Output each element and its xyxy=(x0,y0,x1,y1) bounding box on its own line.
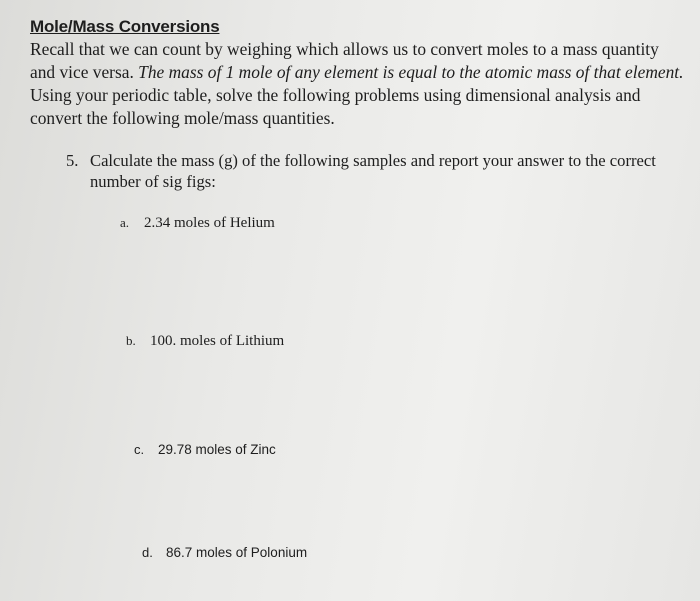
intro-text-part-1: Recall that we can count by weighing which allows us to convert moles to a mass quantity and vice versa. xyxy=(30,39,659,82)
page-title: Mole/Mass Conversions xyxy=(30,17,220,36)
item-text: 86.7 moles of Polonium xyxy=(166,545,308,560)
intro-emphasis: The mass of 1 mole of any element is equal to the atomic mass of that element. xyxy=(138,62,684,82)
question-text: Calculate the mass (g) of the following samples and report your answer to the correct number of sig figs: xyxy=(90,151,656,191)
item-letter: c. xyxy=(134,442,145,457)
problem-item-a xyxy=(120,215,275,232)
intro-paragraph xyxy=(30,38,685,130)
item-text: 100. moles of Lithium xyxy=(150,333,285,349)
item-text: 2.34 moles of Helium xyxy=(144,215,275,231)
item-text: 29.78 moles of Zinc xyxy=(158,442,276,457)
problem-item-b xyxy=(126,333,284,350)
question-number: 5. xyxy=(66,151,79,170)
item-letter: d. xyxy=(142,545,153,560)
item-letter: b. xyxy=(126,333,136,348)
item-letter: a. xyxy=(120,215,130,230)
problem-item-c xyxy=(134,442,276,457)
problem-item-d xyxy=(142,545,307,560)
question-5 xyxy=(66,150,676,192)
intro-text-part-2: Using your periodic table, solve the following problems using dimensional analysis and convert the following mole/mass quantities. xyxy=(30,85,641,128)
